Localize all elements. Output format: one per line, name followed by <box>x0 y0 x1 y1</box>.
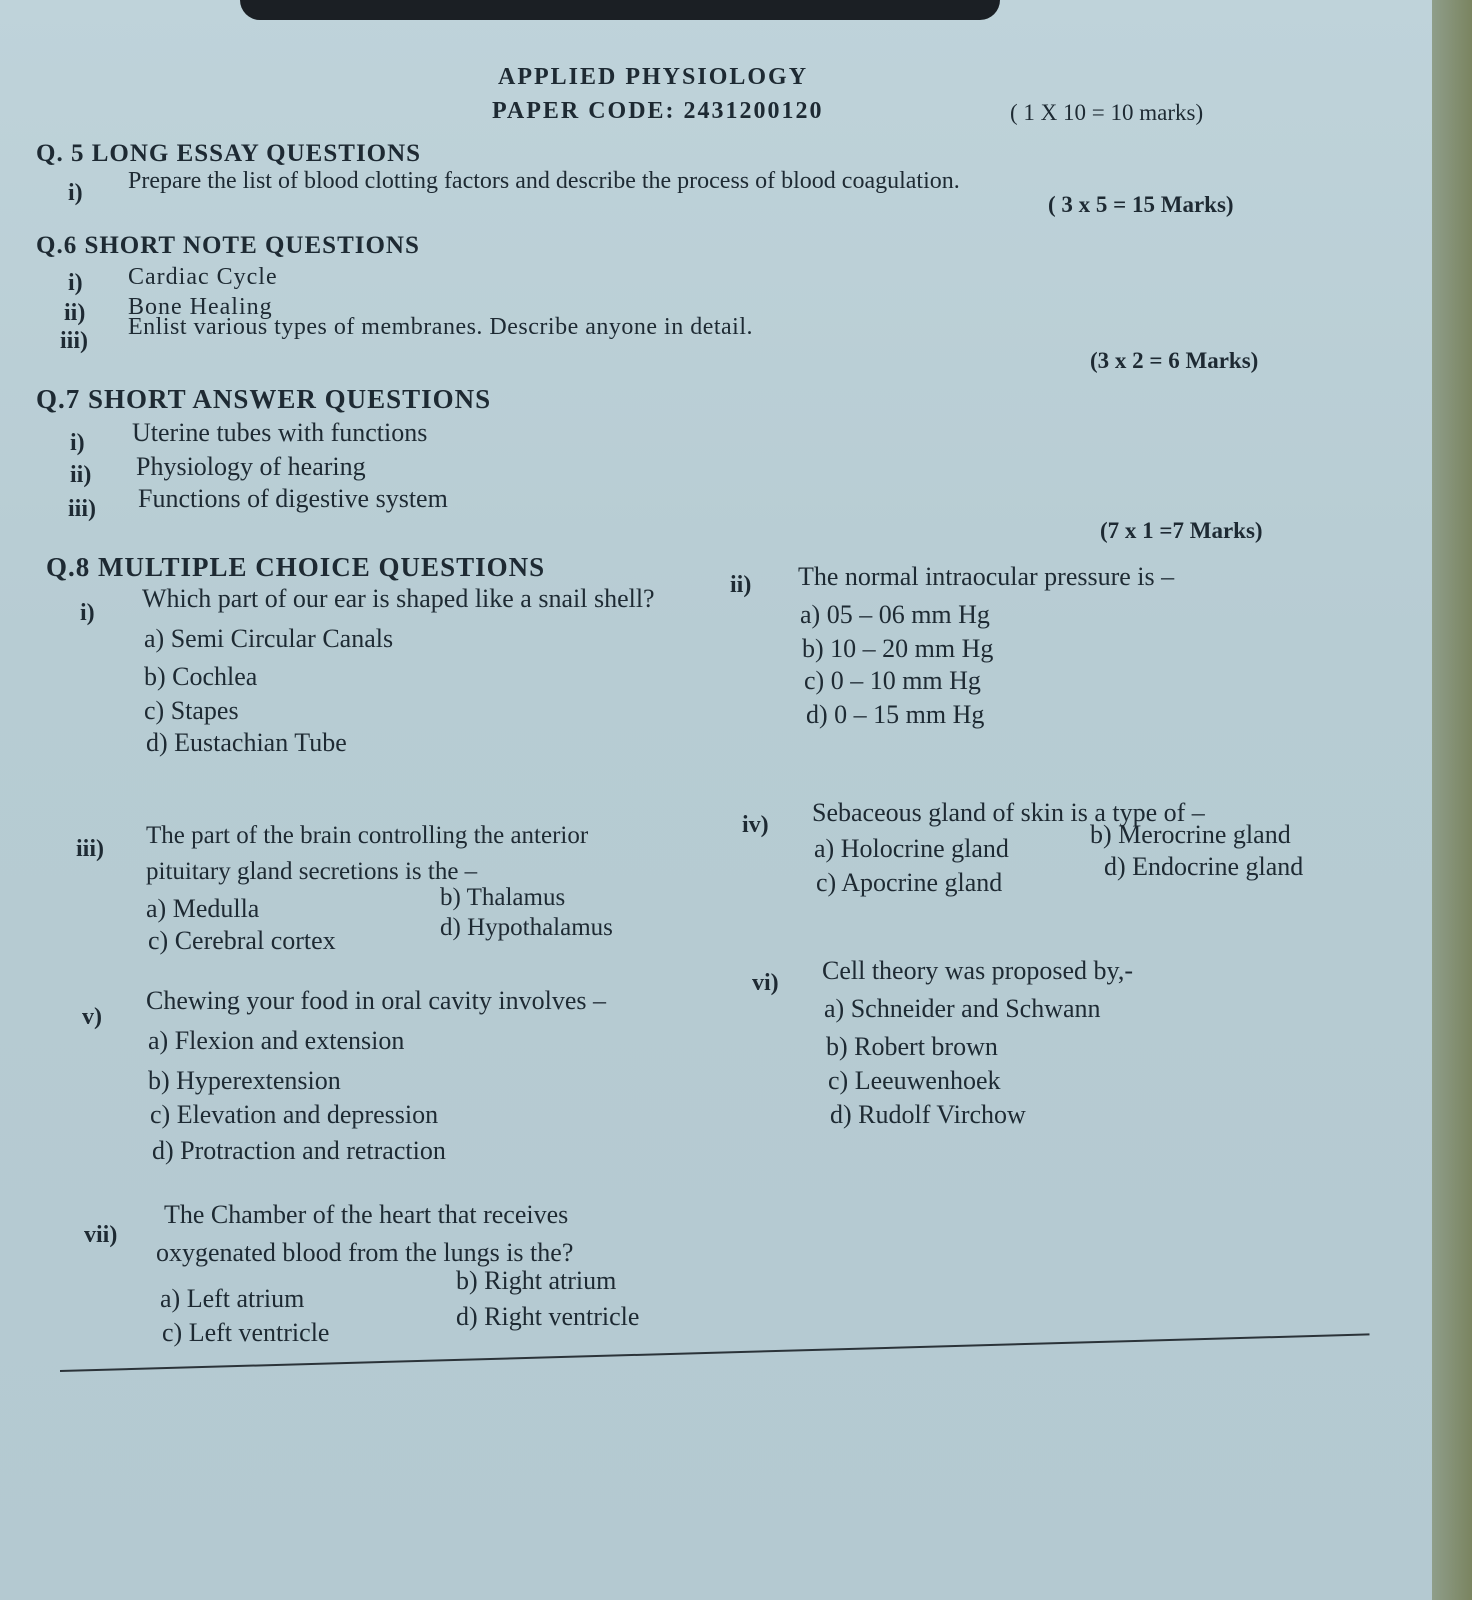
mcq-6-option: a) Schneider and Schwann <box>824 994 1101 1023</box>
mcq-2-option: b) 10 – 20 mm Hg <box>802 634 994 663</box>
q7-item-text: Physiology of hearing <box>136 452 366 481</box>
q6-item-text: Enlist various types of membranes. Describe anyone in detail. <box>128 314 754 340</box>
mcq-4-option: c) Apocrine gland <box>816 868 1003 897</box>
mcq-5-option: c) Elevation and depression <box>150 1100 439 1129</box>
q8-heading: Q.8 MULTIPLE CHOICE QUESTIONS <box>46 552 546 582</box>
mcq-4-question: Sebaceous gland of skin is a type of – <box>812 798 1205 827</box>
mcq-7-question-line2: oxygenated blood from the lungs is the? <box>156 1238 574 1267</box>
mcq-5-option: d) Protraction and retraction <box>152 1136 446 1165</box>
mcq-3-option: c) Cerebral cortex <box>148 926 336 955</box>
mcq-2-option: a) 05 – 06 mm Hg <box>800 600 990 629</box>
mcq-7-option: c) Left ventricle <box>162 1318 330 1347</box>
q7-item-text: Uterine tubes with functions <box>132 418 428 447</box>
mcq-1-option: b) Cochlea <box>144 662 258 691</box>
mcq-7-number: vii) <box>84 1222 118 1248</box>
q6-heading: Q.6 SHORT NOTE QUESTIONS <box>36 232 420 259</box>
q8-marks: (7 x 1 =7 Marks) <box>1100 518 1263 543</box>
q6-item-number: iii) <box>60 328 88 354</box>
mcq-4-number: iv) <box>742 812 769 838</box>
mcq-7-option: b) Right atrium <box>456 1266 617 1295</box>
mcq-4-option: a) Holocrine gland <box>814 834 1009 863</box>
q7-item-number: i) <box>70 430 85 456</box>
mcq-3-option: b) Thalamus <box>440 884 566 911</box>
mcq-3-option: d) Hypothalamus <box>440 914 613 941</box>
q6-item-number: i) <box>68 270 83 296</box>
mcq-5-number: v) <box>82 1004 102 1030</box>
mcq-2-option: d) 0 – 15 mm Hg <box>806 700 985 729</box>
mcq-1-question: Which part of our ear is shaped like a snail shell? <box>142 584 655 613</box>
mcq-2-option: c) 0 – 10 mm Hg <box>804 666 981 695</box>
table-edge <box>1432 0 1472 1600</box>
paper-title: APPLIED PHYSIOLOGY <box>498 64 809 90</box>
mcq-4-option: b) Merocrine gland <box>1090 820 1291 849</box>
mcq-5-option: a) Flexion and extension <box>148 1026 405 1055</box>
mcq-1-option: c) Stapes <box>144 696 239 725</box>
mcq-6-option: c) Leeuwenhoek <box>828 1066 1001 1095</box>
mcq-2-question: The normal intraocular pressure is – <box>798 562 1175 591</box>
mcq-5-option: b) Hyperextension <box>148 1066 341 1095</box>
q6-item-text: Cardiac Cycle <box>128 264 278 290</box>
q5-heading: Q. 5 LONG ESSAY QUESTIONS <box>36 140 422 167</box>
mcq-1-number: i) <box>80 600 95 626</box>
q5-marks: ( 1 X 10 = 10 marks) <box>1010 100 1204 125</box>
paper-code: PAPER CODE: 2431200120 <box>492 98 824 124</box>
mcq-1-option: a) Semi Circular Canals <box>144 624 394 653</box>
q7-heading: Q.7 SHORT ANSWER QUESTIONS <box>36 384 492 414</box>
q7-marks: (3 x 2 = 6 Marks) <box>1090 348 1259 373</box>
mcq-3-number: iii) <box>76 836 104 862</box>
mcq-6-question: Cell theory was proposed by,- <box>822 956 1133 985</box>
q6-item-text: Bone Healing <box>128 294 273 320</box>
mcq-3-question-line2: pituitary gland secretions is the – <box>146 858 478 885</box>
dark-top-edge <box>240 0 1000 20</box>
mcq-6-option: d) Rudolf Virchow <box>830 1100 1026 1129</box>
mcq-6-number: vi) <box>752 970 779 996</box>
q6-marks: ( 3 x 5 = 15 Marks) <box>1048 192 1234 217</box>
q7-item-number: ii) <box>70 462 92 488</box>
q5-item-text: Prepare the list of blood clotting factors and describe the process of blood coagulation. <box>128 168 960 194</box>
q6-item-number: ii) <box>64 300 86 326</box>
mcq-7-option: a) Left atrium <box>160 1284 305 1313</box>
mcq-2-number: ii) <box>730 572 752 598</box>
mcq-3-option: a) Medulla <box>146 894 260 923</box>
mcq-7-question: The Chamber of the heart that receives <box>164 1200 569 1229</box>
mcq-7-option: d) Right ventricle <box>456 1302 640 1331</box>
mcq-3-question: The part of the brain controlling the anterior <box>146 822 589 849</box>
mcq-6-option: b) Robert brown <box>826 1032 998 1061</box>
q5-item-number: i) <box>68 180 83 206</box>
q7-item-number: iii) <box>68 496 96 522</box>
mcq-1-option: d) Eustachian Tube <box>146 728 347 757</box>
mcq-4-option: d) Endocrine gland <box>1104 852 1304 881</box>
q7-item-text: Functions of digestive system <box>138 484 448 513</box>
mcq-5-question: Chewing your food in oral cavity involves – <box>146 986 606 1015</box>
